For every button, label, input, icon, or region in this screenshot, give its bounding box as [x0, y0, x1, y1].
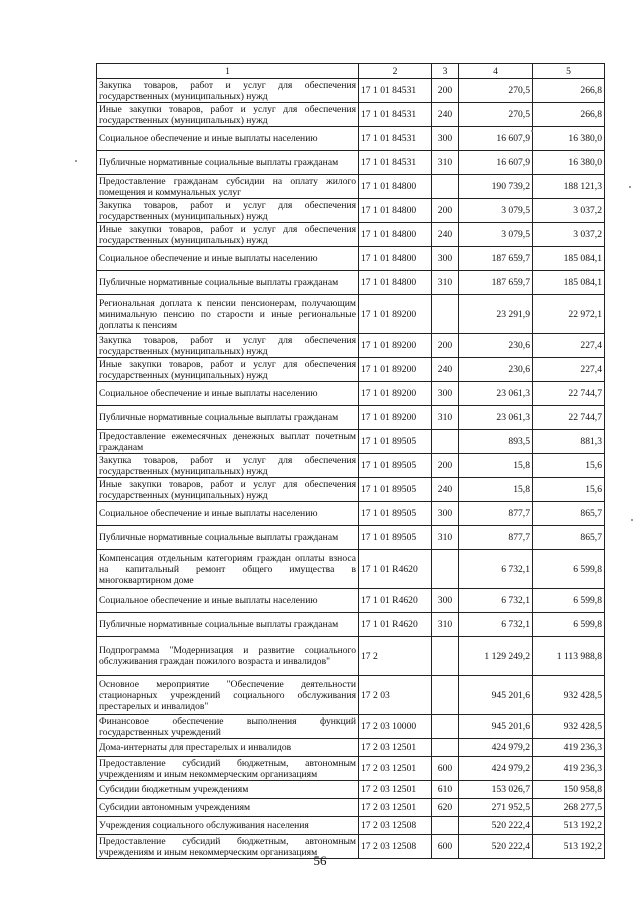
row-amount-col5-cell: 3 037,2	[533, 223, 605, 247]
row-name-cell: Иные закупки товаров, работ и услуг для обеспечения государственных (муниципальных) нужд	[97, 478, 359, 502]
table-row	[97, 430, 605, 454]
table-row	[97, 223, 605, 247]
budget-table	[96, 63, 605, 859]
row-amount-col4-cell: 520 222,4	[459, 817, 533, 835]
row-expense-type-cell	[432, 739, 459, 757]
row-amount-col5-cell: 22 744,7	[533, 406, 605, 430]
row-amount-col4-cell: 1 129 249,2	[459, 637, 533, 676]
table-row	[97, 79, 605, 103]
row-amount-col4-cell: 945 201,6	[459, 715, 533, 739]
row-amount-col5-cell: 188 121,3	[533, 175, 605, 199]
row-amount-col4-cell: 23 291,9	[459, 295, 533, 334]
row-amount-col4-cell: 271 952,5	[459, 799, 533, 817]
row-amount-col4-cell: 424 979,2	[459, 739, 533, 757]
row-code-cell: 17 1 01 89505	[359, 478, 432, 502]
row-amount-col5-cell: 22 744,7	[533, 382, 605, 406]
row-expense-type-cell: 310	[432, 526, 459, 550]
row-code-cell: 17 2 03 12501	[359, 781, 432, 799]
row-amount-col5-cell: 6 599,8	[533, 550, 605, 589]
row-name-cell: Предоставление субсидий бюджетным, автономным учреждениям и иным некоммерческим организациям	[97, 757, 359, 781]
row-name-cell: Предоставление гражданам субсидии на оплату жилого помещения и коммунальных услуг	[97, 175, 359, 199]
row-amount-col5-cell: 15,6	[533, 454, 605, 478]
row-amount-col5-cell: 150 958,8	[533, 781, 605, 799]
row-amount-col4-cell: 3 079,5	[459, 223, 533, 247]
row-amount-col5-cell: 865,7	[533, 526, 605, 550]
row-code-cell: 17 1 01 84800	[359, 175, 432, 199]
row-name-cell: Подпрограмма "Модернизация и развитие социального обслуживания граждан пожилого возраста и инвалидов"	[97, 637, 359, 676]
row-code-cell: 17 1 01 89505	[359, 430, 432, 454]
row-code-cell: 17 1 01 84800	[359, 247, 432, 271]
row-amount-col5-cell: 185 084,1	[533, 247, 605, 271]
table-row	[97, 406, 605, 430]
row-name-cell: Социальное обеспечение и иные выплаты населению	[97, 382, 359, 406]
table-row	[97, 550, 605, 589]
row-code-cell: 17 1 01 R4620	[359, 550, 432, 589]
scan-speck	[629, 186, 631, 188]
row-expense-type-cell: 240	[432, 478, 459, 502]
row-amount-col5-cell: 932 428,5	[533, 676, 605, 715]
scan-speck	[75, 160, 77, 162]
row-code-cell: 17 1 01 R4620	[359, 613, 432, 637]
table-row	[97, 715, 605, 739]
row-amount-col5-cell: 227,4	[533, 358, 605, 382]
row-amount-col5-cell: 513 192,2	[533, 817, 605, 835]
row-code-cell: 17 1 01 89505	[359, 526, 432, 550]
row-expense-type-cell	[432, 817, 459, 835]
row-expense-type-cell: 620	[432, 799, 459, 817]
row-amount-col5-cell: 932 428,5	[533, 715, 605, 739]
row-amount-col4-cell: 424 979,2	[459, 757, 533, 781]
row-name-cell: Публичные нормативные социальные выплаты гражданам	[97, 613, 359, 637]
header-col-2: 2	[359, 64, 432, 79]
row-expense-type-cell: 300	[432, 382, 459, 406]
table-row	[97, 589, 605, 613]
row-amount-col4-cell: 187 659,7	[459, 271, 533, 295]
table-row	[97, 676, 605, 715]
row-name-cell: Компенсация отдельным категориям граждан оплаты взноса на капитальный ремонт общего имущества в многоквартирном доме	[97, 550, 359, 589]
table-header-row	[97, 64, 605, 79]
row-expense-type-cell: 600	[432, 835, 459, 859]
row-amount-col5-cell: 419 236,3	[533, 739, 605, 757]
row-name-cell: Финансовое обеспечение выполнения функций государственных учреждений	[97, 715, 359, 739]
row-amount-col4-cell: 16 607,9	[459, 151, 533, 175]
table-row	[97, 478, 605, 502]
row-expense-type-cell: 300	[432, 247, 459, 271]
table-row	[97, 271, 605, 295]
row-amount-col4-cell: 6 732,1	[459, 589, 533, 613]
row-name-cell: Предоставление ежемесячных денежных выплат почетным гражданам	[97, 430, 359, 454]
row-name-cell: Субсидии автономным учреждениям	[97, 799, 359, 817]
row-code-cell: 17 2 03 12508	[359, 817, 432, 835]
row-expense-type-cell	[432, 175, 459, 199]
row-amount-col5-cell: 15,6	[533, 478, 605, 502]
row-expense-type-cell: 310	[432, 151, 459, 175]
row-amount-col4-cell: 945 201,6	[459, 676, 533, 715]
row-code-cell: 17 1 01 84531	[359, 103, 432, 127]
row-name-cell: Публичные нормативные социальные выплаты гражданам	[97, 151, 359, 175]
row-name-cell: Учреждения социального обслуживания населения	[97, 817, 359, 835]
row-amount-col4-cell: 230,6	[459, 334, 533, 358]
row-expense-type-cell: 300	[432, 589, 459, 613]
row-expense-type-cell	[432, 676, 459, 715]
row-expense-type-cell: 310	[432, 406, 459, 430]
table-row	[97, 739, 605, 757]
table-row	[97, 247, 605, 271]
table-row	[97, 526, 605, 550]
row-name-cell: Закупка товаров, работ и услуг для обеспечения государственных (муниципальных) нужд	[97, 199, 359, 223]
row-code-cell: 17 1 01 89505	[359, 502, 432, 526]
row-name-cell: Социальное обеспечение и иные выплаты населению	[97, 502, 359, 526]
row-amount-col5-cell: 268 277,5	[533, 799, 605, 817]
row-name-cell: Публичные нормативные социальные выплаты гражданам	[97, 271, 359, 295]
row-amount-col4-cell: 15,8	[459, 454, 533, 478]
table-body	[97, 79, 605, 859]
row-expense-type-cell	[432, 430, 459, 454]
row-name-cell: Региональная доплата к пенсии пенсионерам, получающим минимальную пенсию по старости и иные региональные доплаты к пенсиям	[97, 295, 359, 334]
row-name-cell: Иные закупки товаров, работ и услуг для обеспечения государственных (муниципальных) нужд	[97, 103, 359, 127]
row-code-cell: 17 2	[359, 637, 432, 676]
row-amount-col5-cell: 419 236,3	[533, 757, 605, 781]
row-code-cell: 17 1 01 89200	[359, 334, 432, 358]
row-name-cell: Социальное обеспечение и иные выплаты населению	[97, 247, 359, 271]
row-code-cell: 17 2 03 10000	[359, 715, 432, 739]
row-name-cell: Социальное обеспечение и иные выплаты населению	[97, 589, 359, 613]
row-code-cell: 17 1 01 84800	[359, 199, 432, 223]
scan-speck	[531, 130, 533, 132]
row-expense-type-cell	[432, 715, 459, 739]
row-amount-col4-cell: 230,6	[459, 358, 533, 382]
row-amount-col5-cell: 865,7	[533, 502, 605, 526]
row-amount-col5-cell: 16 380,0	[533, 151, 605, 175]
table-row	[97, 502, 605, 526]
row-amount-col4-cell: 187 659,7	[459, 247, 533, 271]
table-row	[97, 151, 605, 175]
row-amount-col5-cell: 266,8	[533, 79, 605, 103]
row-code-cell: 17 1 01 84800	[359, 223, 432, 247]
table-row	[97, 382, 605, 406]
table-row	[97, 103, 605, 127]
table-row	[97, 295, 605, 334]
row-name-cell: Публичные нормативные социальные выплаты гражданам	[97, 526, 359, 550]
row-code-cell: 17 1 01 84800	[359, 271, 432, 295]
row-amount-col4-cell: 153 026,7	[459, 781, 533, 799]
row-amount-col4-cell: 15,8	[459, 478, 533, 502]
row-amount-col4-cell: 877,7	[459, 526, 533, 550]
row-name-cell: Дома-интернаты для престарелых и инвалидов	[97, 739, 359, 757]
row-amount-col5-cell: 185 084,1	[533, 271, 605, 295]
row-name-cell: Публичные нормативные социальные выплаты гражданам	[97, 406, 359, 430]
row-amount-col5-cell: 6 599,8	[533, 589, 605, 613]
row-name-cell: Иные закупки товаров, работ и услуг для обеспечения государственных (муниципальных) нужд	[97, 358, 359, 382]
row-expense-type-cell	[432, 637, 459, 676]
row-amount-col4-cell: 893,5	[459, 430, 533, 454]
row-code-cell: 17 1 01 89200	[359, 358, 432, 382]
row-expense-type-cell: 600	[432, 757, 459, 781]
row-amount-col5-cell: 3 037,2	[533, 199, 605, 223]
row-amount-col4-cell: 190 739,2	[459, 175, 533, 199]
row-amount-col4-cell: 16 607,9	[459, 127, 533, 151]
row-expense-type-cell: 200	[432, 199, 459, 223]
row-name-cell: Субсидии бюджетным учреждениям	[97, 781, 359, 799]
row-name-cell: Предоставление субсидий бюджетным, автономным учреждениям и иным некоммерческим организациям	[97, 835, 359, 859]
table-row	[97, 358, 605, 382]
table-row	[97, 175, 605, 199]
row-name-cell: Социальное обеспечение и иные выплаты населению	[97, 127, 359, 151]
row-amount-col5-cell: 16 380,0	[533, 127, 605, 151]
table-row	[97, 781, 605, 799]
row-expense-type-cell: 300	[432, 502, 459, 526]
table-row	[97, 454, 605, 478]
row-amount-col5-cell: 266,8	[533, 103, 605, 127]
row-amount-col4-cell: 23 061,3	[459, 406, 533, 430]
page-number: 56	[313, 853, 327, 868]
row-code-cell: 17 1 01 84531	[359, 79, 432, 103]
table-row	[97, 334, 605, 358]
table-row	[97, 817, 605, 835]
row-code-cell: 17 1 01 R4620	[359, 589, 432, 613]
row-code-cell: 17 2 03 12501	[359, 757, 432, 781]
row-name-cell: Закупка товаров, работ и услуг для обеспечения государственных (муниципальных) нужд	[97, 79, 359, 103]
row-amount-col5-cell: 513 192,2	[533, 835, 605, 859]
row-code-cell: 17 2 03 12501	[359, 799, 432, 817]
row-code-cell: 17 1 01 84531	[359, 151, 432, 175]
header-col-1: 1	[97, 64, 359, 79]
row-expense-type-cell: 300	[432, 127, 459, 151]
table-row	[97, 637, 605, 676]
table-row	[97, 757, 605, 781]
row-amount-col4-cell: 6 732,1	[459, 613, 533, 637]
row-expense-type-cell: 200	[432, 454, 459, 478]
row-expense-type-cell: 310	[432, 271, 459, 295]
row-expense-type-cell: 610	[432, 781, 459, 799]
table-row	[97, 199, 605, 223]
header-col-3: 3	[432, 64, 459, 79]
row-amount-col4-cell: 270,5	[459, 103, 533, 127]
row-code-cell: 17 1 01 89200	[359, 406, 432, 430]
row-code-cell: 17 1 01 84531	[359, 127, 432, 151]
row-name-cell: Закупка товаров, работ и услуг для обеспечения государственных (муниципальных) нужд	[97, 454, 359, 478]
row-name-cell: Иные закупки товаров, работ и услуг для обеспечения государственных (муниципальных) нужд	[97, 223, 359, 247]
row-code-cell: 17 2 03 12508	[359, 835, 432, 859]
row-expense-type-cell	[432, 550, 459, 589]
row-expense-type-cell: 200	[432, 334, 459, 358]
row-amount-col5-cell: 22 972,1	[533, 295, 605, 334]
table-row	[97, 799, 605, 817]
row-amount-col4-cell: 3 079,5	[459, 199, 533, 223]
row-amount-col4-cell: 6 732,1	[459, 550, 533, 589]
row-code-cell: 17 1 01 89200	[359, 295, 432, 334]
table-row	[97, 613, 605, 637]
row-code-cell: 17 2 03	[359, 676, 432, 715]
scan-speck	[631, 519, 633, 521]
row-amount-col5-cell: 881,3	[533, 430, 605, 454]
row-amount-col4-cell: 23 061,3	[459, 382, 533, 406]
row-expense-type-cell: 240	[432, 103, 459, 127]
row-expense-type-cell: 310	[432, 613, 459, 637]
row-code-cell: 17 2 03 12501	[359, 739, 432, 757]
row-expense-type-cell: 200	[432, 79, 459, 103]
row-amount-col4-cell: 877,7	[459, 502, 533, 526]
row-amount-col4-cell: 520 222,4	[459, 835, 533, 859]
row-expense-type-cell: 240	[432, 358, 459, 382]
row-code-cell: 17 1 01 89200	[359, 382, 432, 406]
row-amount-col5-cell: 227,4	[533, 334, 605, 358]
row-code-cell: 17 1 01 89505	[359, 454, 432, 478]
header-col-4: 4	[459, 64, 533, 79]
row-amount-col5-cell: 6 599,8	[533, 613, 605, 637]
row-expense-type-cell: 240	[432, 223, 459, 247]
row-amount-col4-cell: 270,5	[459, 79, 533, 103]
header-col-5: 5	[533, 64, 605, 79]
row-name-cell: Закупка товаров, работ и услуг для обеспечения государственных (муниципальных) нужд	[97, 334, 359, 358]
row-name-cell: Основное мероприятие "Обеспечение деятельности стационарных учреждений социального обслуживания престарелых и инвалидов"	[97, 676, 359, 715]
row-amount-col5-cell: 1 113 988,8	[533, 637, 605, 676]
table-row	[97, 127, 605, 151]
row-expense-type-cell	[432, 295, 459, 334]
